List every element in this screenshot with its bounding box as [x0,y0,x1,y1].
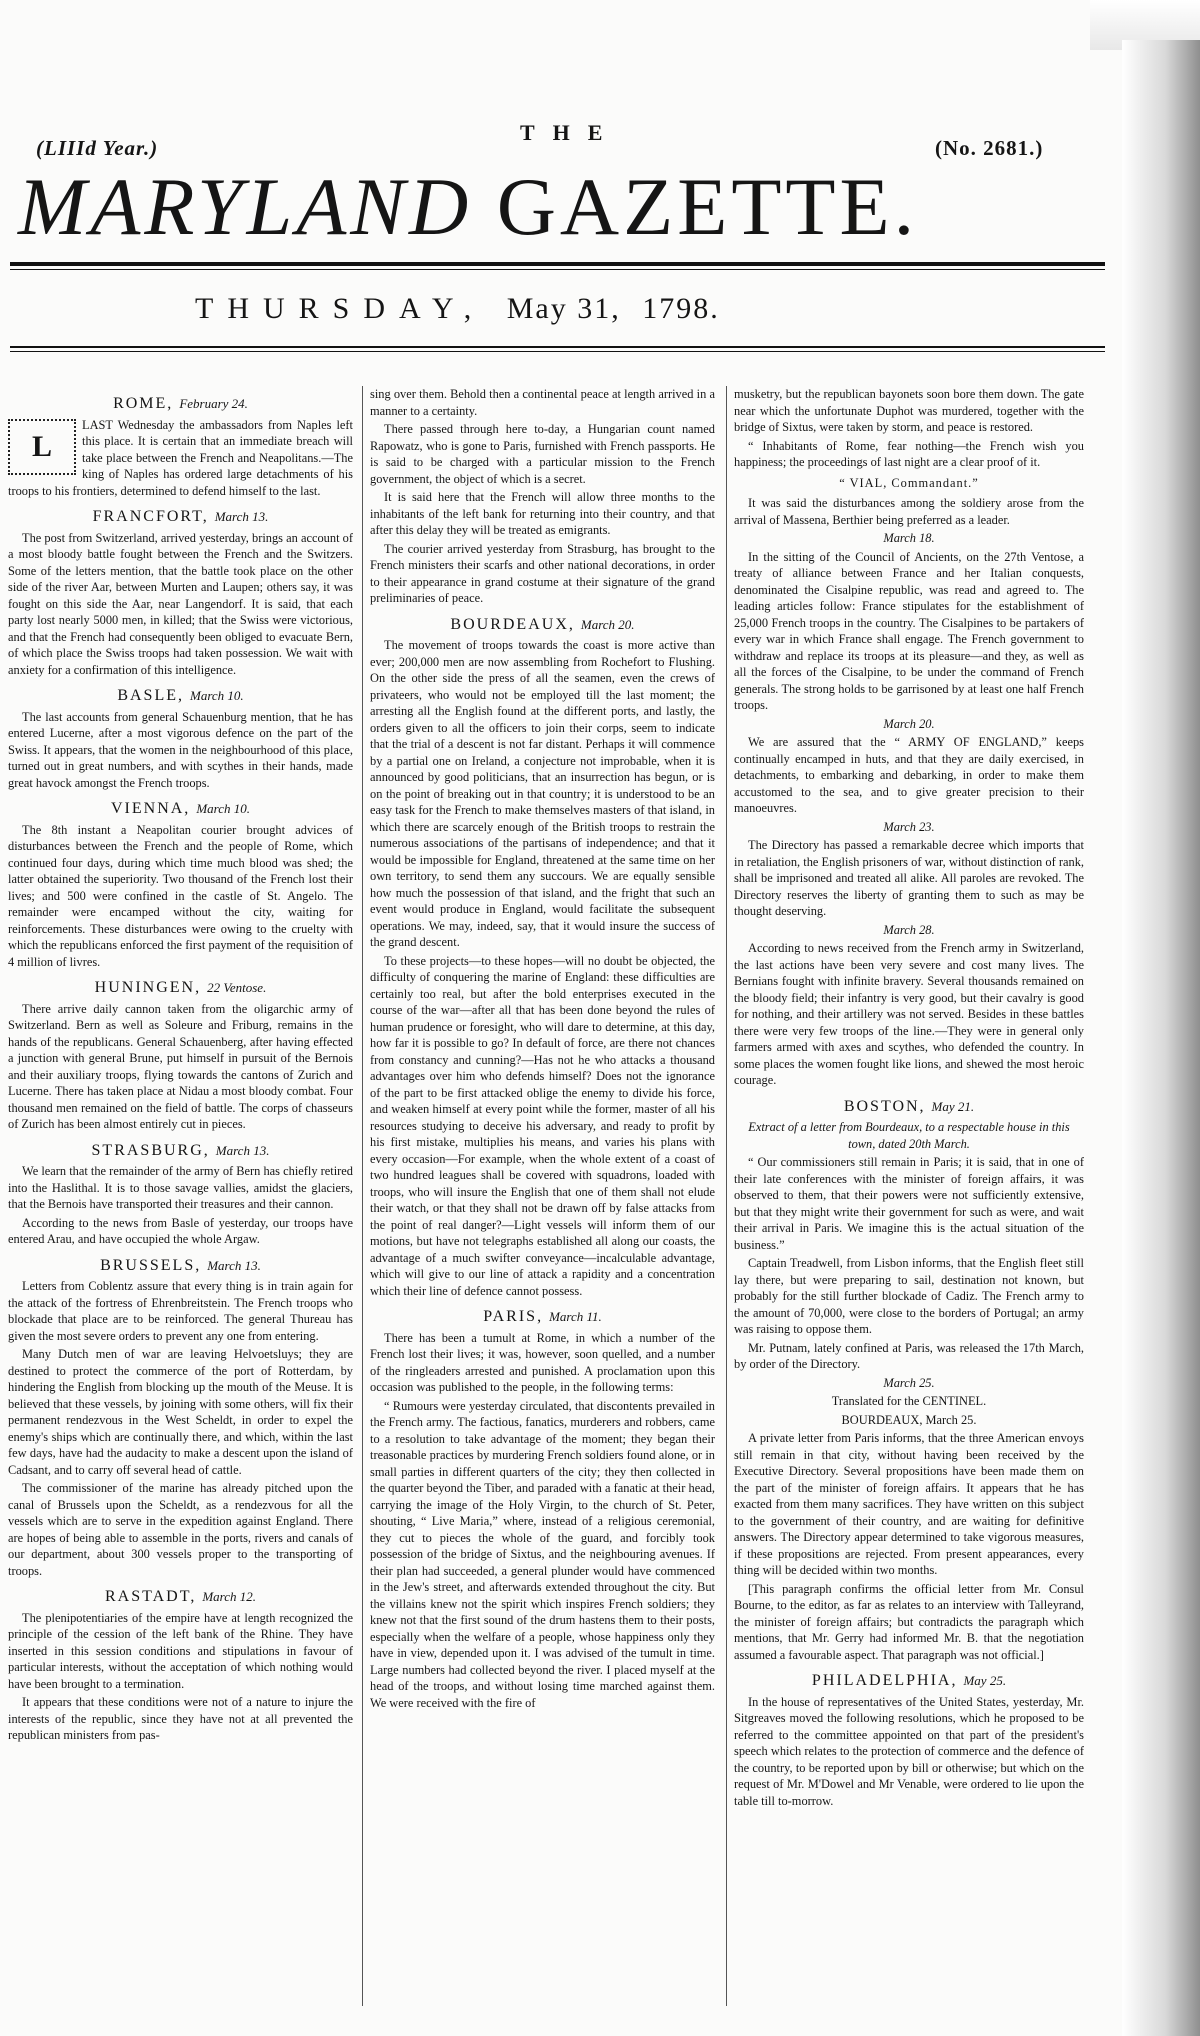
article-francfort: The post from Switzerland, arrived yesterday, brings an account of a most bloody battle fought between the French and the Switzers. Some of the letters mention, that the battle took place on the other side of the river Aar, between Murten and Laupen; others say, it was fought on this side the Aar, near Langendorf. It is said, that each party lost nearly 5000 men, in killed; that the Swiss were victorious, and that the French had consequently been obliged to evacuate Bern, of which place the Swiss troops had taken possession. We wait with anxiety for a confirmation of this intelligence. [8,530,353,677]
column-divider-2 [726,386,727,2006]
article-paris-cont-1: musketry, but the republican bayonets soon bore them down. The gate near which the unfortunate Duphot was murdered, together with the bridge of Sixtus, were taken by storm, and peace is restored. [734,387,1084,434]
subdate-march-25: March 25. [883,1375,935,1390]
article-boston-1: “ Our commissioners still remain in Paris; it is said, that in one of their late conferences with the minister of foreign affairs, it was observed to them, that their powers were not sufficiently extensive, but that they might write their government for such as were, and wait their arrival in Paris. We imagine this is the actual situation of the business.” [734,1155,1084,1252]
article-brussels-3: The commissioner of the marine has already pitched upon the canal of Brussels upon the Scheldt, as a rendezvous for all the vessels which are to serve in the expedition against England. There are hopes of being able to assemble in the ports, rivers and canals of our department, about 300 vessels proper to the transporting of troops. [8,1481,353,1578]
article-rastadt-1: The plenipotentiaries of the empire have at length recognized the principle of the cession of the left bank of the Rhine. They have inserted in this session conditions and stipulations in favour of particular interests, without the acceptation of which nothing would have been brought to a termination. [8,1610,353,1691]
ornamental-dropcap-icon: L [8,419,76,475]
issue-number: (No. 2681.) [935,136,1044,160]
article-boston-5: [This paragraph confirms the official letter from Mr. Consul Bourne, to the editor, as far as relates to an interview with Talleyrand, the minister of foreign affairs; but contradicts the paragraph which mentions, that Mr. Gerry had informed Mr. B. that the negotiation assumed a favourable aspect. That paragraph was not official.] [734,1581,1084,1662]
masthead-title-gazette: GAZETTE. [496,161,919,252]
article-boston-4: A private letter from Paris informs, that the three American envoys still remain in that city, without having been received by the Executive Directory. Several propositions have been made them on the part of the minister of foreign affairs. It appears that he has exacted from them many sacrifices. They have written on this subject to the government of their country, and are waiting for definitive answers. The Directory appear determined to take vigorous measures, if these propositions are rejected. From present appearances, every thing will be decided within two months. [734,1431,1084,1577]
dateline-rome: ROME, February 24. [113,395,248,412]
article-brussels-1: Letters from Coblentz assure that every thing is in train again for the attack of the fortress of Ehrenbreitstein. The French troops who blockade that place are to be reinforced. The general Thureau has given the most severe orders to prevent any one from entering. [8,1279,353,1343]
subdate-march-20: March 20. [883,716,935,731]
year-tag: (LIIId Year.) [36,136,159,160]
dateline-francfort: FRANCFORT, March 13. [92,508,269,525]
issue-date [195,292,995,326]
page-edge-shadow [1122,40,1200,2036]
bourdeaux-dateline-small: BOURDEAUX, March 25. [841,1412,977,1427]
boston-subheading: Extract of a letter from Bourdeaux, to a respectable house in this town, dated 20th March. [748,1120,1070,1151]
article-march-23: The Directory has passed a remarkable decree which imports that in retaliation, the English prisoners of war, without distinction of rank, shall be imprisoned and treated all alike. All paroles are revoked. The Directory reserves the liberty of granting them to such as may be thought deserving. [734,838,1084,918]
masthead-title [18,160,1098,254]
issue-year: 1798. [642,292,720,325]
dateline-bourdeaux: BOURDEAUX, March 20. [450,615,635,633]
article-boston-2: Captain Treadwell, from Lisbon informs, that the English fleet still lay there, but were preparing to sail, destination not known, but probably for the still further blockade of Cadiz. The French army to the amount of 70,000, were close to the borders of Portugal; an army was raising to oppose them. [734,1256,1084,1336]
column-divider-1 [362,386,363,2006]
date-rule-thin [10,351,1105,352]
masthead-title-maryland: MARYLAND [18,161,473,252]
issue-month-day: May 31, [506,292,621,325]
subdate-march-28: March 28. [883,922,935,937]
dateline-boston: BOSTON, May 21. [843,1097,975,1115]
article-paris-2: “ Rumours were yesterday circulated, that discontents prevailed in the French army. The factious, fanatics, murderers and robbers, came to a resolution to take advantage of the moment; they began their treasonable practices by murdering French soldiers found alone, or in small parties in different quarters of the city; they then collected in the quarter beyond the Tiber, and paraded with a fanatic at their head, carrying the image of the Holy Virgin, to the church of St. Peter, shouting, “ Live Maria,” where, instead of a religious ceremonial, they cut to pieces the whole of the guard, and forcibly took possession of the bridge of Sixtus, and the neighbouring avenues. If their plan had succeeded, a general plunder would have commenced in the Jew's street, and afterwards extended throughout the city. But the villains knew not the spirit which inspires French soldiers; they knew not that the first sound of the drum hastens them to their posts, especially when the welfare of a people, whose happiness only they have in view, depended upon it. I was advised of the tumult in time. Large numbers had collected beyond the river. I placed myself at the head of the troops, and without losing time marched against them. We were received with the fire of [370,1398,715,1710]
dateline-strasburg: STRASBURG, March 13. [91,1141,270,1159]
masthead-rule-thin [10,269,1105,270]
article-rastadt-cont-1: sing over them. Behold then a continental peace at length arrived in a manner to a certainty. [370,387,715,418]
subdate-march-18: March 18. [883,531,935,545]
article-march-28: According to news received from the French army in Switzerland, the last actions have been very severe and cost many lives. The Bernians fought with infinite bravery. Several thousands remained on the bloody field; their infantry is very good, but their cavalry is good for nothing, and their artillery was not served. Besides in these battles there were very few troops of the line.—They were in general only farmers armed with axes and scythes, who defended the country. In some places the women fought like lions, and shewed the most heroic courage. [734,941,1084,1087]
dateline-paris: PARIS, March 11. [483,1308,602,1325]
dateline-basle: BASLE, March 10. [117,687,244,704]
article-rastadt-cont-4: The courier arrived yesterday from Strasburg, has brought to the French ministers their scarfs and other national decorations, in order to their appearance in grand costume at their signature of the grand preliminaries of peace. [370,541,715,605]
article-vienna: The 8th instant a Neapolitan courier brought advices of disturbances between the French and the people of Rome, which continued four days, during which time much blood was shed; the latter obtained the superiority. Two thousand of the French lost their lives; and 500 were confined in the castle of St. Angelo. The remainder were encamped without the city, waiting for reinforcements. These disturbances were owing to the cruelty with which the republicans enforced the first payment of the requisition of 4 million of livres. [8,822,353,969]
proclamation-signature: “ VIAL, Commandant.” [839,475,979,490]
article-paris-cont-3: It was said the disturbances among the soldiery arose from the arrival of Massena, Berthier being preferred as a leader. [734,496,1084,527]
masthead-the: THE [520,120,621,145]
dateline-huningen: HUNINGEN, 22 Ventose. [94,979,267,996]
article-march-18: In the sitting of the Council of Ancients, on the 27th Ventose, a treaty of alliance between France and her Italian conquests, denominated the Cisalpine republic, was read and agreed to. The leading articles follow: France stipulates for the establishment of 25,000 French troops in the country. The Cisalpines to be partakers of every war in which France shall engage. The French government to withdraw and replace its troops at its pleasure—and they, as well as all the forces of the Cisalpine, to be under the command of French generals. The strong holds to be garrisoned by at least one half French troops. [734,549,1084,712]
article-bourdeaux-2: To these projects—to these hopes—will no doubt be objected, the difficulty of conquering the marine of England: these difficulties are certainly too real, but after the bold enterprises executed in the course of the war—after all that has been done beyond the rules of human prudence or foresight, who will dare to determine, at this day, how far it is possible to go? In default of force, are there not chances from constancy and cunning?—Has not he who attacks a thousand advantages over him who defends himself? Does not the ignorance of the part to be first attacked oblige the enemy to divide his force, and weaken himself at every point while the former, master of all his resources studying to deceive his adversary, and ready to profit by his first mistake, multiplies his means, and varies his plans with every occasion—For example, when the whole extent of a coast of two hundred leagues shall be covered with squadrons, loaded with troops, who will insure the English that one of them shall not elude their watch, or that they shall not be drawn off by false attacks from the point of real danger?—Light vessels will inform them of our motions, but have not telegraphs established all along our coasts, the advantage of a much swifter conveyance—incalculable advantage, which will give to our line of attack a rapidity and a concentration which their line of defence cannot possess. [370,953,715,1298]
article-boston-3: Mr. Putnam, lately confined at Paris, was released the 17th March, by order of the Directory. [734,1340,1084,1371]
column-2 [370,386,715,2016]
dateline-philadelphia: PHILADELPHIA, May 25. [811,1672,1007,1689]
dateline-vienna: VIENNA, March 10. [110,800,250,817]
issue-weekday: THURSDAY, [195,292,486,325]
article-rastadt-2: It appears that these conditions were not of a nature to injure the interests of the republic, since they have not at all prevented the republican ministers from pas- [8,1695,353,1742]
translated-note: Translated for the CENTINEL. [831,1394,987,1408]
column-1 [8,386,353,2016]
article-strasburg-1: We learn that the remainder of the army of Bern has chiefly retired into the Haslithal. It is to those savage vallies, amidst the glaciers, that the Bernois have transported their treasures and their cannon. [8,1164,353,1211]
article-march-20: We are assured that the “ ARMY OF ENGLAND,” keeps continually encamped in huts, and that they are daily exercised, in detachments, to embarking and debarking, in order to make them accustomed to the sea, and to give greater precision to their manoeuvres. [734,735,1084,815]
article-paris-cont-2: “ Inhabitants of Rome, fear nothing—the French wish you happiness; the proceedings of last night are a clear proof of it. [734,438,1084,469]
article-bourdeaux-1: The movement of troops towards the coast is more active than ever; 200,000 men are now assembling from Rochefort to Flushing. On the other side the press of all the seamen, even the crews of privateers, who would not be employed till the last moment; the arresting all the English found at the different ports, and lastly, the orders given to all the officers to join their corps, seem to indicate that the trial of a descent is not far distant. Perhaps it will commence by a partial one on Ireland, a conjecture not improbable, when it is announced by good politicians, that an insurrection has begun, or is on the point of breaking out in that country; it is understood to be an easy task for the French to make themselves masters of that island, in which there are scarcely enough of the British troops to restrain the numerous associations of the partisans of independence; and that it would be impossible for England, threatened at the same time on her own territory, to send them any succours. We are equally sensible how much the possession of that island, and the fright that such an event would produce in England, would facilitate the subsequent operations. We may, indeed, say, that it would insure the success of the grand descent. [370,638,715,949]
article-strasburg-2: According to the news from Basle of yesterday, our troops have entered Arau, and have occupied the whole Argaw. [8,1215,353,1246]
dateline-brussels: BRUSSELS, March 13. [100,1256,261,1274]
column-3 [734,386,1084,2016]
dateline-rastadt: RASTADT, March 12. [105,1588,256,1605]
article-brussels-2: Many Dutch men of war are leaving Helvoetsluys; they are destined to protect the commerce of the port of Rotterdam, by hindering the English from blocking up the mouth of the Meuse. It is believed that these vessels, by joining with some others, will fix their permanent rendezvous in the West Scheldt, in order to expel the enemy's ships which are continually there, and which, within the last few days, have had the audacity to make a descent upon the island of Cadsant, and to carry off several head of cattle. [8,1347,353,1477]
article-philadelphia: In the house of representatives of the United States, yesterday, Mr. Sitgreaves moved the following resolutions, which he proposed to be referred to the committee appointed on that part of the president's speech which relates to the protection of commerce and the defence of the country, to be reported upon by bill or otherwise; but which on the request of Mr. M'Dowel and Mr Venable, were ordered to lie upon the table till to-morrow. [734,1694,1084,1808]
article-basle: The last accounts from general Schauenburg mention, that he has entered Lucerne, after a most vigorous defence on the part of the Swiss. It appears, that the women in the neighbourhood of this place, turned out in great numbers, and with scythes in their hands, made great havock amongst the French troops. [8,709,353,790]
masthead-rule-thick [10,262,1105,266]
date-rule-thick [10,346,1105,348]
article-huningen: There arrive daily cannon taken from the oligarchic army of Switzerland. Bern as well as Soleure and Friburg, remains in the hands of the republicans. General Schauenberg, after having effected a junction with general Brune, put himself in pursuit of the Bernois and their auxiliary troops, flying towards the cantons of Zurich and Lucerne. There has taken place at Nidau a most bloody combat. Four thousand men remained on the field of battle. The corps of chasseurs of Zurich has been almost entirely cut in pieces. [8,1001,353,1131]
article-rome: L LAST Wednesday the ambassadors from Naples left this place. It is certain that an immediate breach will take place between the French and Neapolitans.—The king of Naples has ordered large detachments of his troops to his frontiers, determined to defend himself to the last. [8,417,353,498]
article-paris-1: There has been a tumult at Rome, in which a number of the French lost their lives; it was, however, soon quelled, and a number of the ringleaders arrested and punished. A proclamation upon this occasion was published to the people, in the following terms: [370,1330,715,1394]
article-rastadt-cont-3: It is said here that the French will allow three months to the inhabitants of the left bank for returning into their country, and that after this delay they will be treated as emigrants. [370,490,715,537]
subdate-march-23: March 23. [883,819,935,834]
article-rastadt-cont-2: There passed through here to-day, a Hungarian count named Rapowatz, who is gone to Paris, furnished with French passports. He is said to be charged with a particular mission to the French government, the object of which is a secret. [370,422,715,486]
